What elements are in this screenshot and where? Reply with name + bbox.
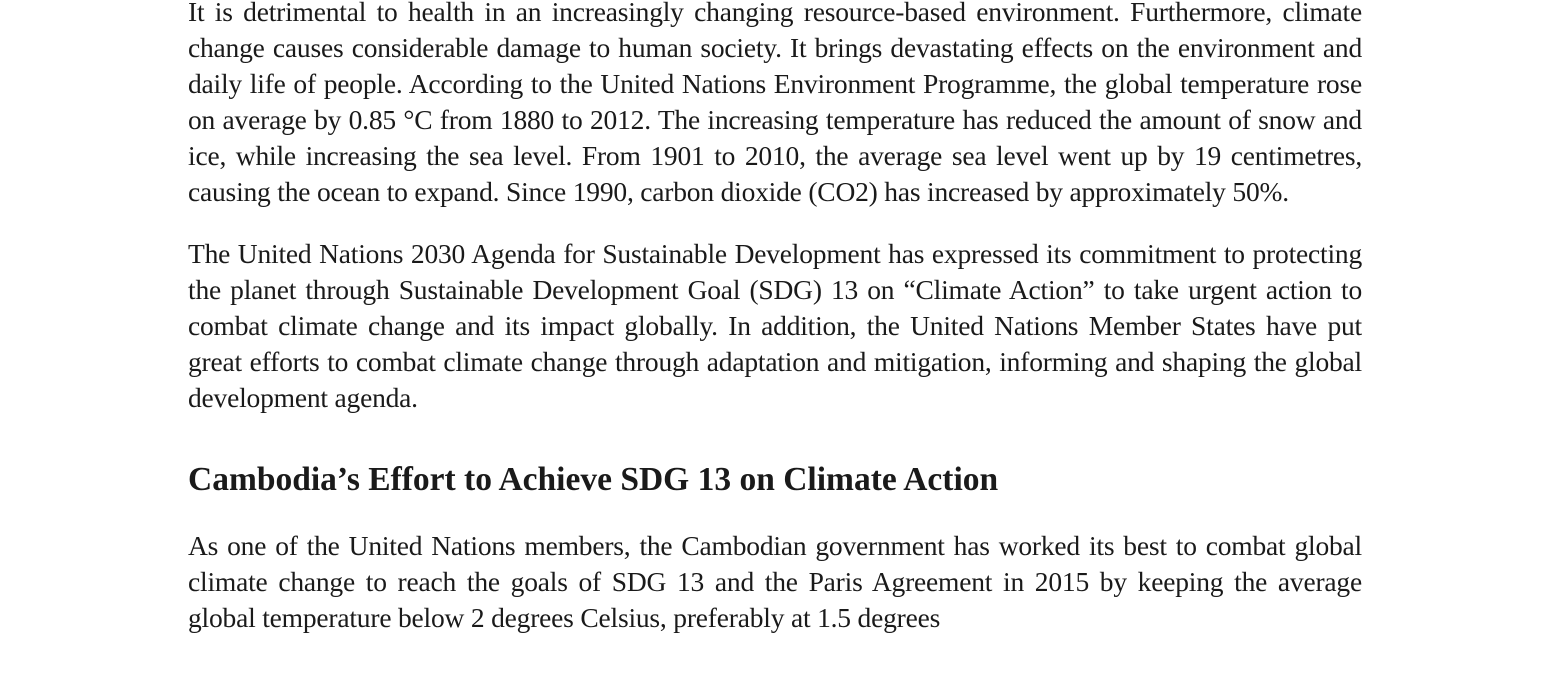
document-body xyxy=(188,0,1362,636)
paragraph-cambodia-effort: As one of the United Nations members, the Cambodian government has worked its best to combat global climate change to reach the goals of SDG 13 and the Paris Agreement in 2015 by keeping the average global temperature below 2 degrees Celsius, preferably at 1.5 degrees xyxy=(188,530,1362,633)
paragraph-climate-impact: It is detrimental to health in an increasingly changing resource-based environment. Furthermore, climate change causes considerable damage to human society. It brings devastating effects on the environment and daily life of people. According to the United Nations Environment Programme, the global temperature rose on average by 0.85 °C from 1880 to 2012. The increasing temperature has reduced the amount of snow and ice, while increasing the sea level. From 1901 to 2010, the average sea level went up by 19 centimetres, causing the ocean to expand. Since 1990, carbon dioxide (CO2) has increased by approximately 50%. xyxy=(188,0,1362,207)
paragraph-un-agenda: The United Nations 2030 Agenda for Sustainable Development has expressed its commitment to protecting the planet through Sustainable Development Goal (SDG) 13 on “Climate Action” to take urgent action to combat climate change and its impact globally. In addition, the United Nations Member States have put great efforts to combat climate change through adaptation and mitigation, informing and shaping the global development agenda. xyxy=(188,238,1362,413)
section-heading: Cambodia’s Effort to Achieve SDG 13 on Climate Action xyxy=(188,461,999,498)
